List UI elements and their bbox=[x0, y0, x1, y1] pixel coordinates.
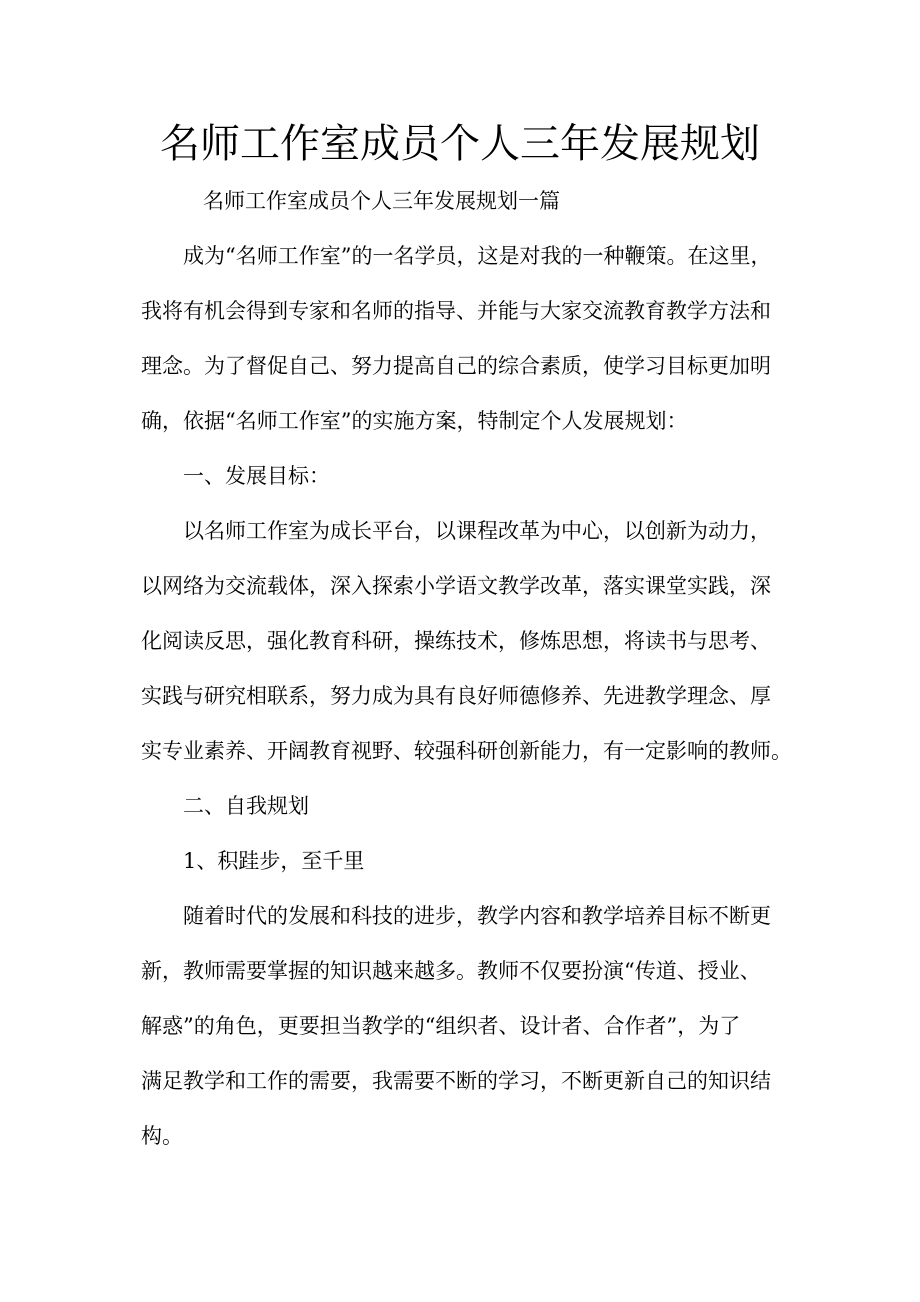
paragraph-line: 满足教学和工作的需要，我需要不断的学习，不断更新自己的知识结 bbox=[141, 1069, 771, 1093]
paragraph-line: 解惑”的角色，更要担当教学的“组织者、设计者、合作者”，为了 bbox=[141, 1014, 741, 1038]
paragraph-line: 实专业素养、开阔教育视野、较强科研创新能力，有一定影响的教师。 bbox=[141, 739, 792, 763]
subsection-heading: 1、积跬步，至千里 bbox=[183, 849, 365, 873]
document-subtitle: 名师工作室成员个人三年发展规划一篇 bbox=[203, 189, 560, 213]
paragraph-line: 以名师工作室为成长平台，以课程改革为中心，以创新为动力， bbox=[183, 519, 771, 543]
paragraph-line: 新，教师需要掌握的知识越来越多。教师不仅要扮演“传道、授业、 bbox=[141, 959, 761, 983]
section-heading: 一、发展目标： bbox=[183, 464, 330, 488]
section-heading: 二、自我规划 bbox=[183, 794, 309, 818]
paragraph-line: 确，依据“名师工作室”的实施方案，特制定个人发展规划： bbox=[141, 409, 688, 433]
paragraph-line: 我将有机会得到专家和名师的指导、并能与大家交流教育教学方法和 bbox=[141, 299, 771, 323]
document-title: 名师工作室成员个人三年发展规划 bbox=[160, 121, 760, 167]
paragraph-line: 成为“名师工作室”的一名学员，这是对我的一种鞭策。在这里， bbox=[183, 244, 772, 268]
paragraph-line: 构。 bbox=[141, 1124, 183, 1148]
paragraph-line: 理念。为了督促自己、努力提高自己的综合素质，使学习目标更加明 bbox=[141, 354, 771, 378]
paragraph-line: 化阅读反思，强化教育科研，操练技术，修炼思想，将读书与思考、 bbox=[141, 629, 771, 653]
paragraph-line: 实践与研究相联系，努力成为具有良好师德修养、先进教学理念、厚 bbox=[141, 684, 771, 708]
paragraph-line: 以网络为交流载体，深入探索小学语文教学改革，落实课堂实践，深 bbox=[141, 574, 771, 598]
paragraph-line: 随着时代的发展和科技的进步，教学内容和教学培养目标不断更 bbox=[183, 904, 771, 928]
